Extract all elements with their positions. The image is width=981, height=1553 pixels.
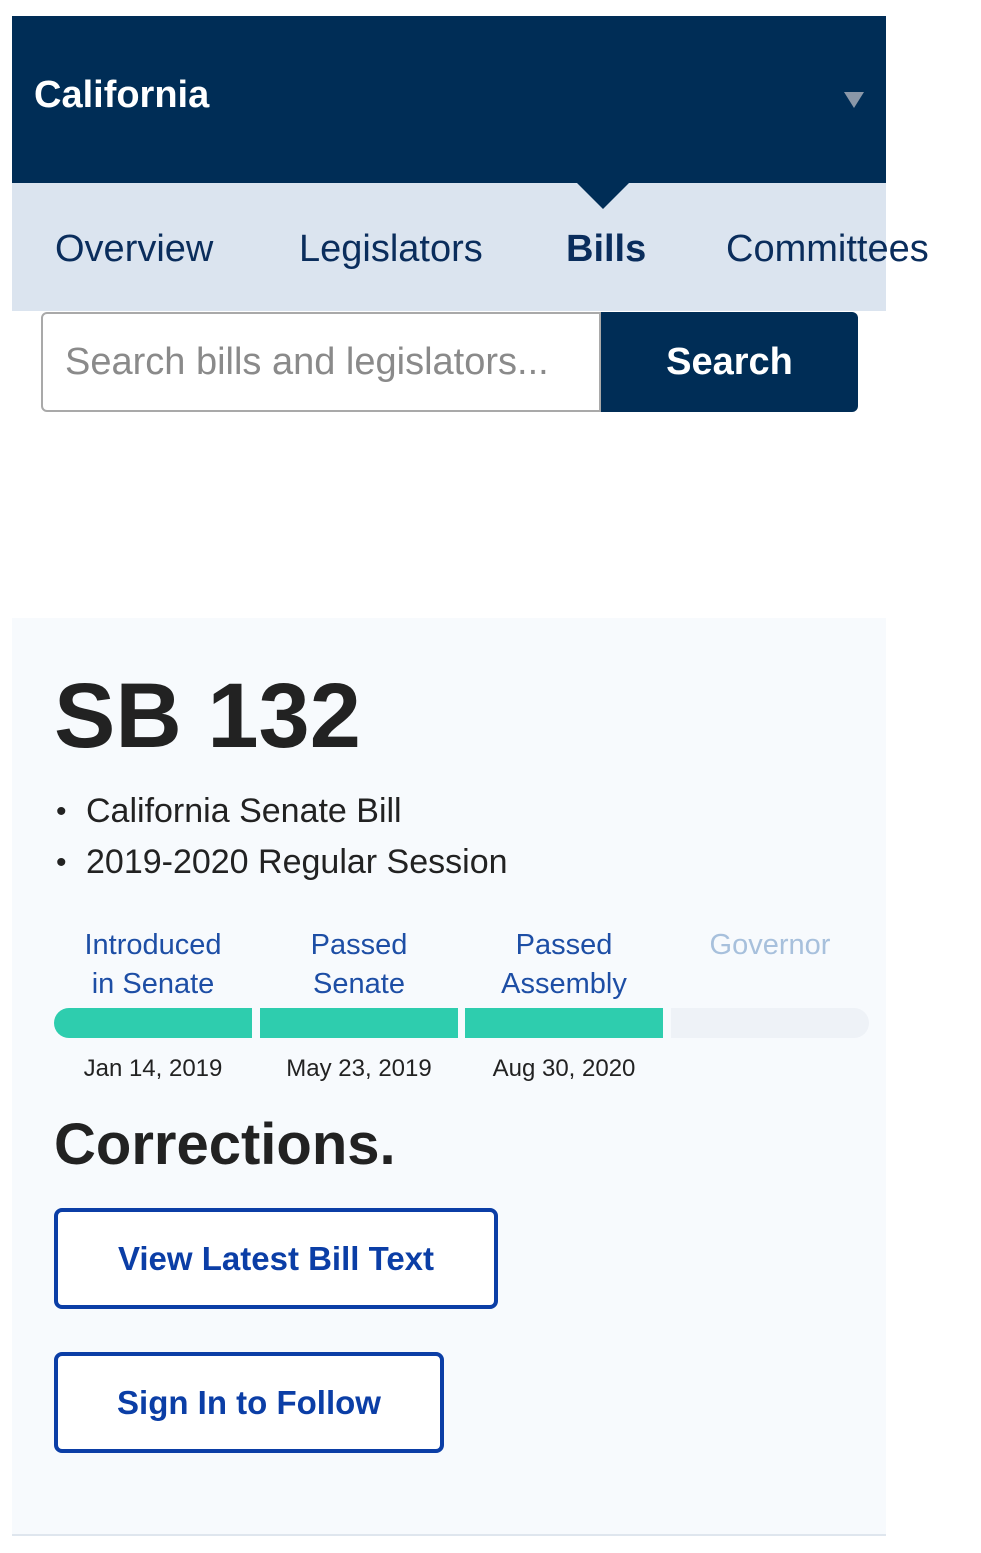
stage-bar-passed-senate <box>260 1008 458 1038</box>
tab-overview[interactable]: Overview <box>55 228 214 270</box>
sign-in-to-follow-button[interactable]: Sign In to Follow <box>54 1352 444 1453</box>
stage-label-passed-assembly: Passed Assembly <box>501 929 627 1000</box>
divider <box>12 1534 886 1536</box>
bill-progress-tracker <box>54 926 869 1086</box>
bill-meta-list <box>54 786 508 888</box>
stage-label-introduced: Introduced in Senate <box>84 929 222 1000</box>
state-selector-header[interactable] <box>12 16 886 183</box>
search-input[interactable] <box>41 312 601 412</box>
view-latest-bill-text-button[interactable]: View Latest Bill Text <box>54 1208 498 1309</box>
stage-label-passed-senate: Passed Senate <box>310 929 408 1000</box>
state-title: California <box>34 74 210 116</box>
bill-card <box>12 618 886 1536</box>
stage-label-governor: Governor <box>709 929 831 961</box>
active-tab-pointer-icon <box>577 183 629 209</box>
search-button[interactable]: Search <box>601 312 858 412</box>
tab-legislators[interactable]: Legislators <box>299 228 483 270</box>
sub-navigation <box>12 183 929 311</box>
stage-bar-introduced <box>54 1008 252 1038</box>
bill-chamber: California Senate Bill <box>86 792 402 830</box>
stage-date-passed-assembly: Aug 30, 2020 <box>492 1055 636 1082</box>
tab-bills[interactable]: Bills <box>566 228 647 270</box>
stage-bar-governor <box>671 1008 869 1038</box>
bullet-icon: • <box>56 846 67 879</box>
tab-committees[interactable]: Committees <box>726 228 929 270</box>
bill-title: Corrections. <box>54 1112 396 1177</box>
caret-down-icon[interactable] <box>844 92 864 108</box>
list-item <box>54 786 508 837</box>
stage-date-passed-senate: May 23, 2019 <box>286 1055 432 1082</box>
stage-date-introduced: Jan 14, 2019 <box>83 1055 223 1082</box>
stage-bar-passed-assembly <box>465 1008 663 1038</box>
bill-session: 2019-2020 Regular Session <box>86 843 508 881</box>
list-item <box>54 837 508 888</box>
bill-id: SB 132 <box>54 665 361 767</box>
bullet-icon: • <box>56 795 67 828</box>
